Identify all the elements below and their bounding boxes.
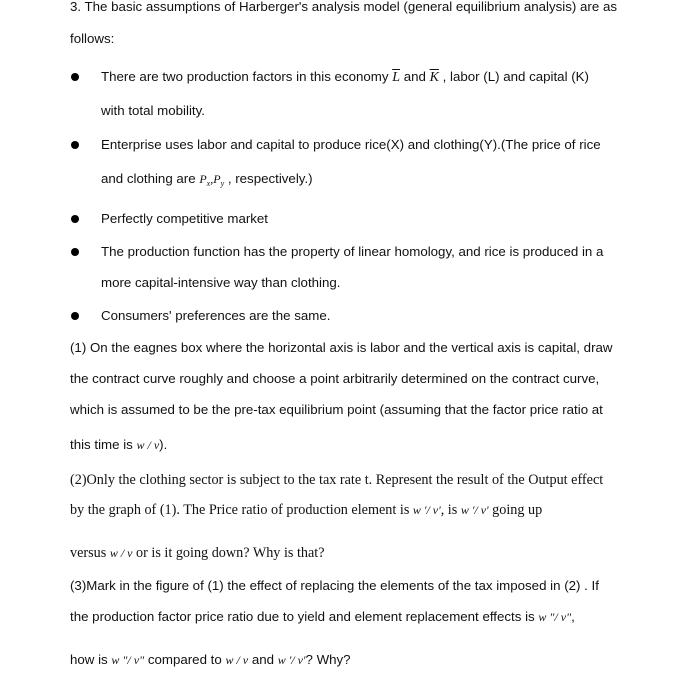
paragraph-text: ,: [571, 609, 575, 624]
bullet-icon: [71, 248, 79, 256]
bullet-text: The production function has the property of linear homology, and rice is produced in a: [101, 244, 604, 259]
paragraph-text: this time is: [70, 437, 137, 452]
bullet-1-line-1: [101, 68, 589, 87]
paragraph-text: by the graph of (1). The Price ratio of production element is: [70, 502, 413, 518]
math-price-ratio-prime: w '/ v': [460, 503, 489, 517]
math-price-ratio-double-prime: w "/ v": [538, 610, 572, 624]
bullet-3: [101, 210, 268, 228]
paragraph-text: how is: [70, 652, 112, 667]
bullet-icon: [71, 141, 79, 149]
math-price-ratio: w / v: [225, 653, 249, 667]
part-1-line-2: [70, 370, 599, 388]
paragraph-text: versus: [70, 545, 110, 561]
math-comma: ,: [210, 172, 214, 186]
math-price-ratio: w / v: [109, 546, 133, 560]
bullet-text: There are two production factors in this economy: [101, 69, 393, 84]
question-intro-2: [70, 30, 114, 48]
bullet-icon: [71, 215, 79, 223]
symbol-price-y: $P_y$: [213, 172, 225, 188]
part-1-line-4: [70, 436, 167, 454]
bullet-text: Consumers' preferences are the same.: [101, 308, 331, 323]
intro-line-2: follows:: [70, 31, 115, 46]
symbol-labor-total: $\overline{L}$: [392, 70, 400, 85]
part-3-line-2: [70, 608, 575, 626]
bullet-1-line-2: [101, 102, 205, 120]
bullet-icon: [71, 312, 79, 320]
bullet-text: , respectively.): [224, 171, 313, 186]
paragraph-text: or is it going down? Why is that?: [132, 545, 325, 561]
bullet-2-line-1: [101, 136, 601, 154]
paragraph-text: and: [248, 652, 278, 667]
bullet-text: and clothing are: [101, 171, 200, 186]
paragraph-text: going up: [488, 502, 543, 518]
math-price-ratio-prime: w '/ v': [412, 503, 441, 517]
bullet-4-line-2: [101, 274, 340, 292]
paragraph-text: (2)Only the clothing sector is subject to the tax rate t. Represent the result of the Output effect: [70, 472, 604, 488]
paragraph-text: (3)Mark in the figure of (1) the effect of replacing the elements of the tax imposed in (2) . If: [70, 578, 599, 593]
paragraph-text: , is: [440, 502, 461, 518]
bullet-text: and: [400, 69, 430, 84]
symbol-capital-total: $\overline{K}$: [429, 70, 439, 85]
bullet-5: [101, 307, 330, 325]
bullet-text: Enterprise uses labor and capital to produce rice(X) and clothing(Y).(The price of rice: [101, 137, 601, 152]
paragraph-text: ).: [159, 437, 168, 452]
bullet-text: more capital-intensive way than clothing.: [101, 275, 341, 290]
paragraph-text: (1) On the eagnes box where the horizontal axis is labor and the vertical axis is capital, draw: [70, 340, 613, 355]
math-price-ratio-prime: w '/ v': [277, 653, 306, 667]
part-3-line-1: [70, 577, 599, 595]
math-price-ratio: w / v: [136, 438, 160, 452]
part-1-line-1: [70, 339, 613, 357]
paragraph-text: the contract curve roughly and choose a point arbitrarily determined on the contract curve,: [70, 371, 600, 386]
part-3-line-3: [70, 651, 351, 669]
bullet-icon: [71, 73, 79, 81]
part-2-line-1: [70, 471, 603, 489]
symbol-price-x: $P_x$: [199, 172, 211, 188]
part-1-line-3: [70, 401, 603, 419]
bullet-text: , labor (L) and capital (K): [438, 69, 589, 84]
math-price-ratio-double-prime: w "/ v": [111, 653, 145, 667]
paragraph-text: the production factor price ratio due to yield and element replacement effects is: [70, 609, 539, 624]
intro-line-1: 3. The basic assumptions of Harberger's analysis model (general equilibrium analysis) are as: [70, 0, 617, 14]
paragraph-text: which is assumed to be the pre-tax equilibrium point (assuming that the factor price ratio at: [70, 402, 603, 417]
bullet-text: with total mobility.: [101, 103, 205, 118]
bullet-text: Perfectly competitive market: [101, 211, 269, 226]
bullet-2-line-2: [101, 170, 313, 193]
paragraph-text: ? Why?: [305, 652, 351, 667]
paragraph-text: compared to: [144, 652, 226, 667]
question-intro: [70, 0, 617, 16]
part-2-line-2: [70, 501, 542, 519]
part-2-line-3: [70, 544, 325, 562]
bullet-4-line-1: [101, 243, 603, 261]
